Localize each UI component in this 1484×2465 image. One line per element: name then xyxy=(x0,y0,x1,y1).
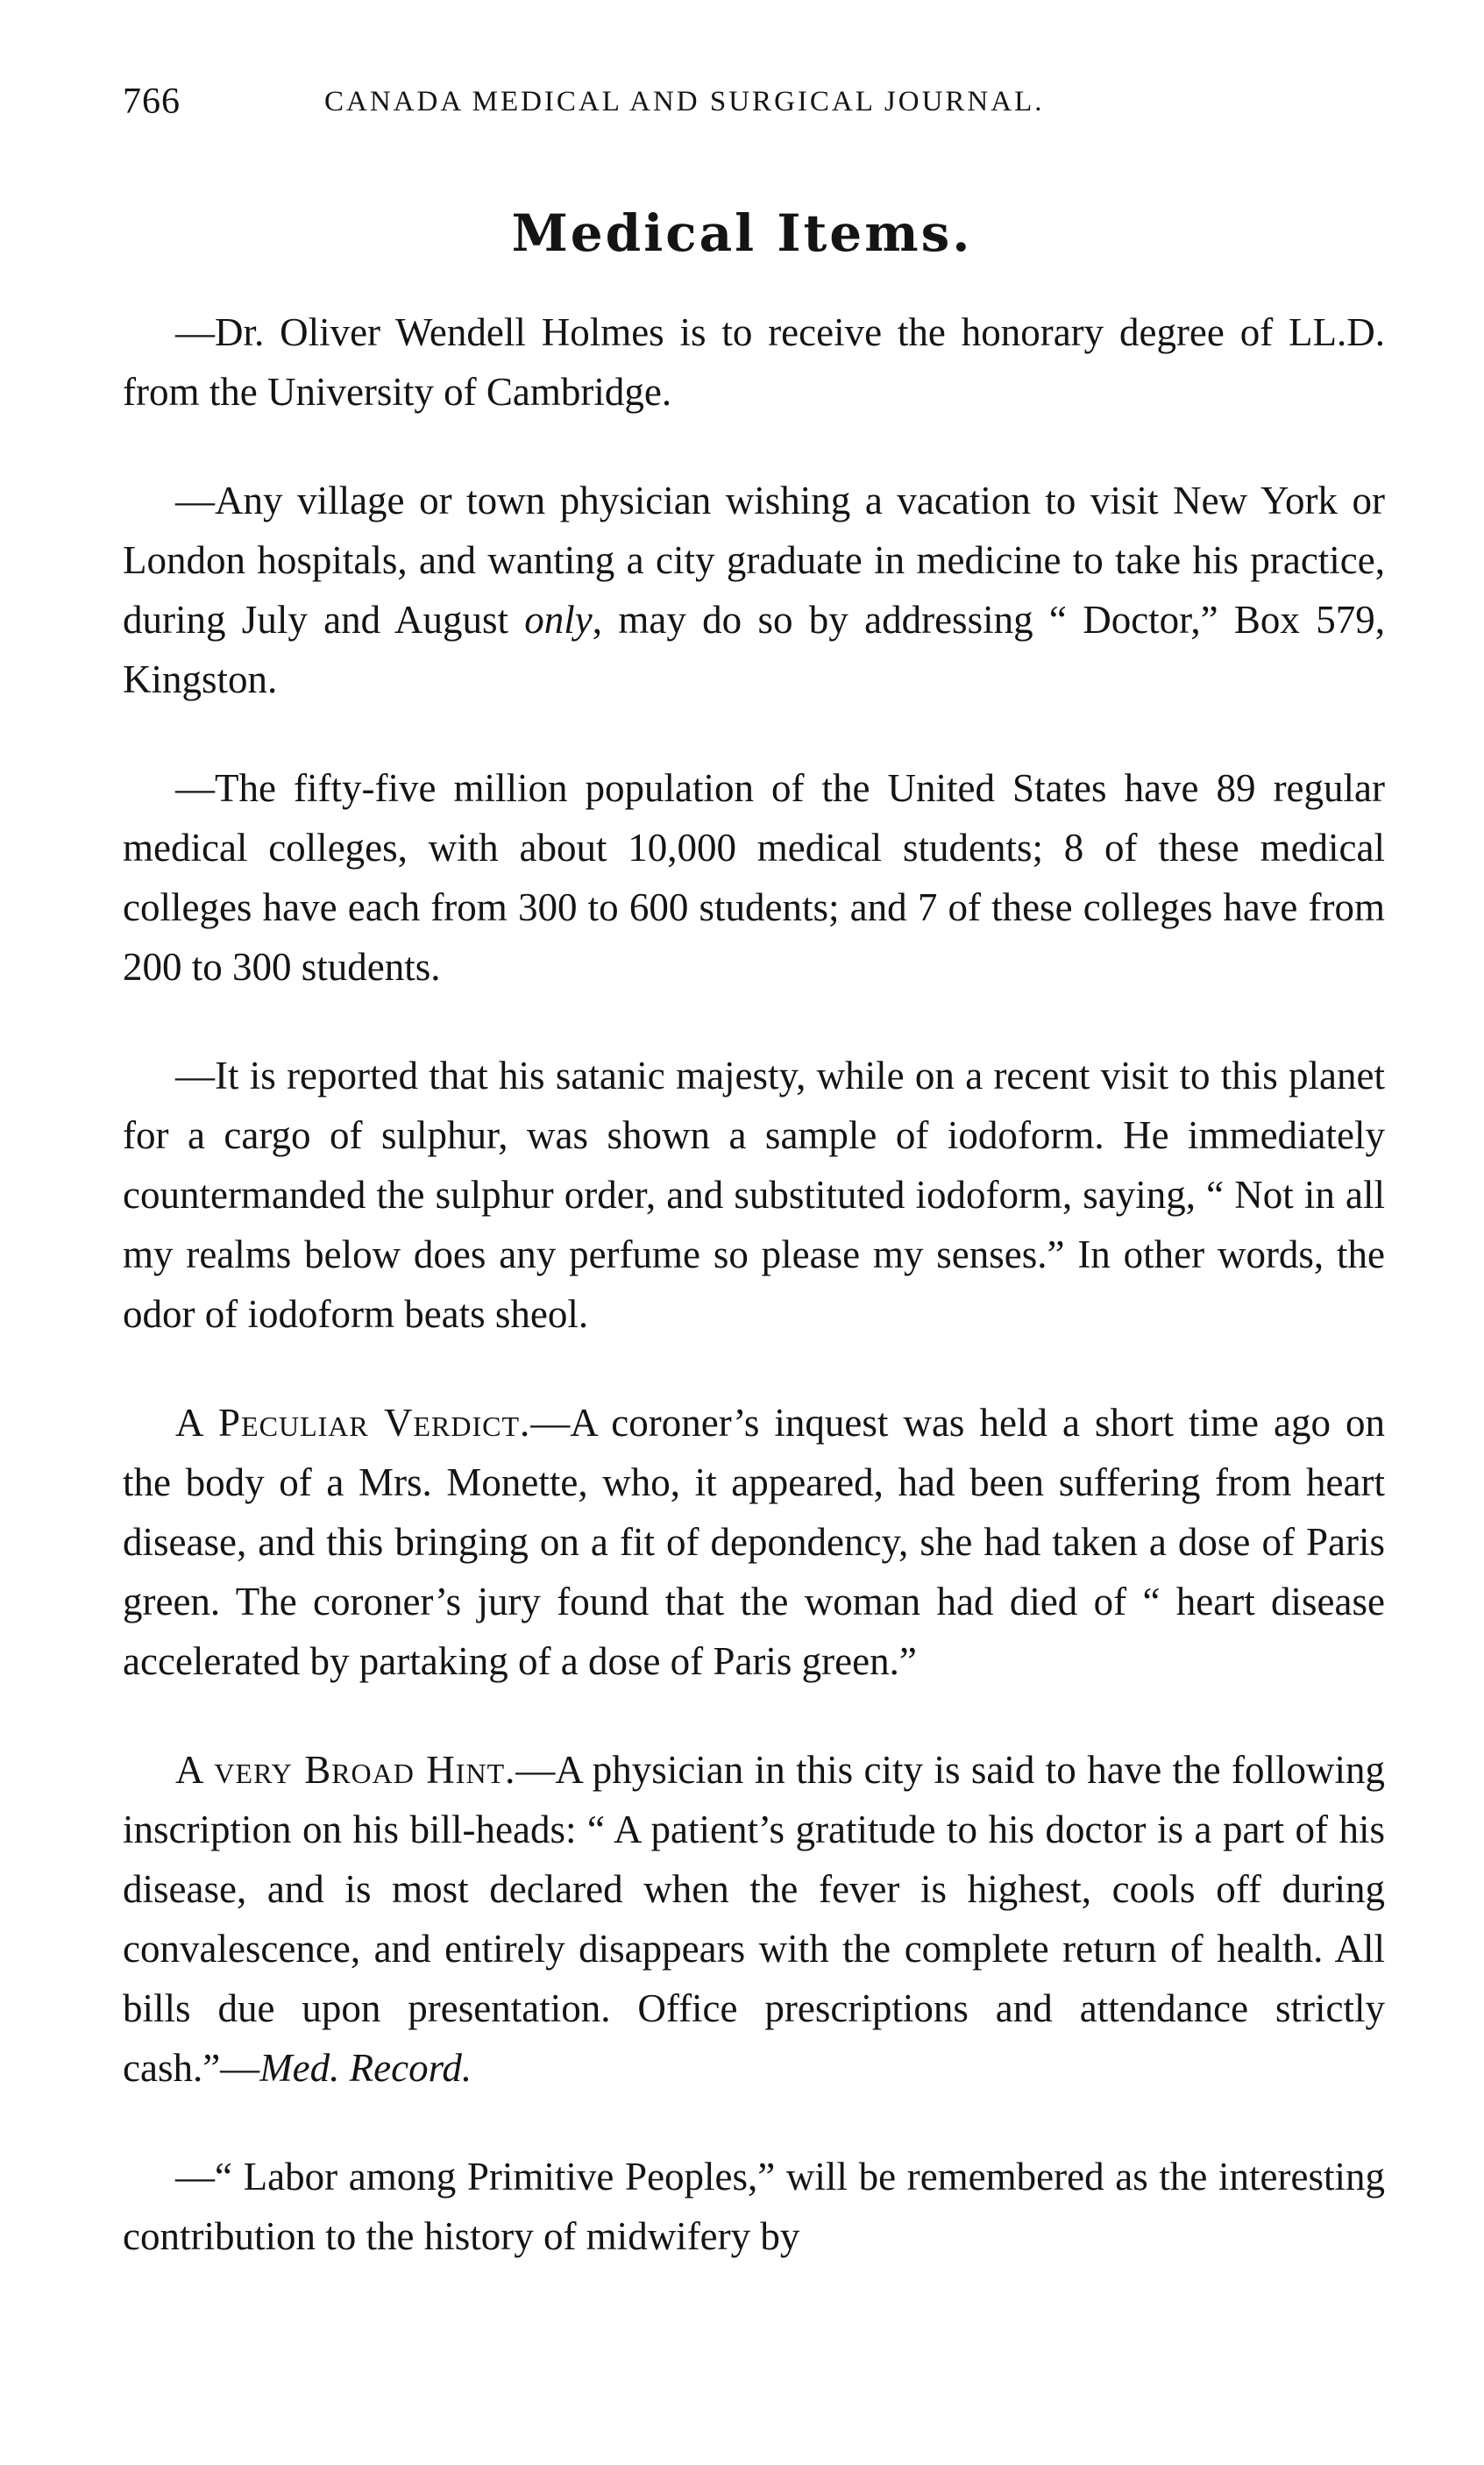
page-header xyxy=(123,81,1385,133)
item-primitive-peoples xyxy=(123,2147,1385,2266)
item-iodoform xyxy=(123,1046,1385,1344)
item-lead: A Peculiar Verdict. xyxy=(175,1401,531,1445)
item-text: —“ Labor among Primitive Peoples,” will be remembered as the interesting contribution to the history of midwifery by xyxy=(123,2155,1385,2258)
item-text: —A physician in this city is said to have the following inscription on his bill-heads: “ A patient’s gratitude to his doctor is a part of his disease, and is most declared when the fever is highest, cools off during convalescence, and entirely disappears with the complete return of health. All bills due upon presentation. Office prescriptions and attendance strictly cash.”— xyxy=(123,1748,1385,2090)
item-text: —Dr. Oliver Wendell Holmes is to receive the honorary degree of LL.D. from the University of Cambridge. xyxy=(123,310,1385,414)
item-holmes-degree xyxy=(123,302,1385,422)
item-text: —The fifty-five million population of the United States have 89 regular medical colleges, with about 10,000 medical students; 8 of these medical colleges have each from 300 to 600 students; and 7 of these colleges have from 200 to 300 students. xyxy=(123,766,1385,989)
item-peculiar-verdict xyxy=(123,1393,1385,1691)
item-medical-colleges xyxy=(123,758,1385,997)
item-emphasis: only xyxy=(524,598,593,642)
running-head: CANADA MEDICAL AND SURGICAL JOURNAL. xyxy=(324,86,1045,117)
item-text: —Any village or town physician wishing a vacation to visit New York or London hospitals, and wanting a city graduate in medicine to take his practice, during July and August xyxy=(123,479,1385,642)
item-text-continued: , may do so by addressing “ Doctor,” Box 579, Kingston. xyxy=(123,598,1385,701)
page-number: 766 xyxy=(123,82,181,122)
article-body xyxy=(123,302,1385,2266)
section-title: Medical Items. xyxy=(511,203,973,263)
item-broad-hint xyxy=(123,1740,1385,2098)
item-vacation-notice xyxy=(123,471,1385,709)
item-lead: A very Broad Hint. xyxy=(175,1748,516,1792)
item-source: Med. Record. xyxy=(259,2046,472,2090)
item-text: —A coroner’s inquest was held a short time ago on the body of a Mrs. Monette, who, it appeared, had been suffering from heart disease, and this bringing on a fit of depondency, she had taken a dose of Paris green. The coroner’s jury found that the woman had died of “ heart disease accelerated by partaking of a dose of Paris green.” xyxy=(123,1401,1385,1683)
item-text: —It is reported that his satanic majesty, while on a recent visit to this planet for a cargo of sulphur, was shown a sample of iodoform. He immediately countermanded the sulphur order, and substituted iodoform, saying, “ Not in all my realms below does any perfume so please my senses.” In other words, the odor of iodoform beats sheol. xyxy=(123,1054,1385,1336)
